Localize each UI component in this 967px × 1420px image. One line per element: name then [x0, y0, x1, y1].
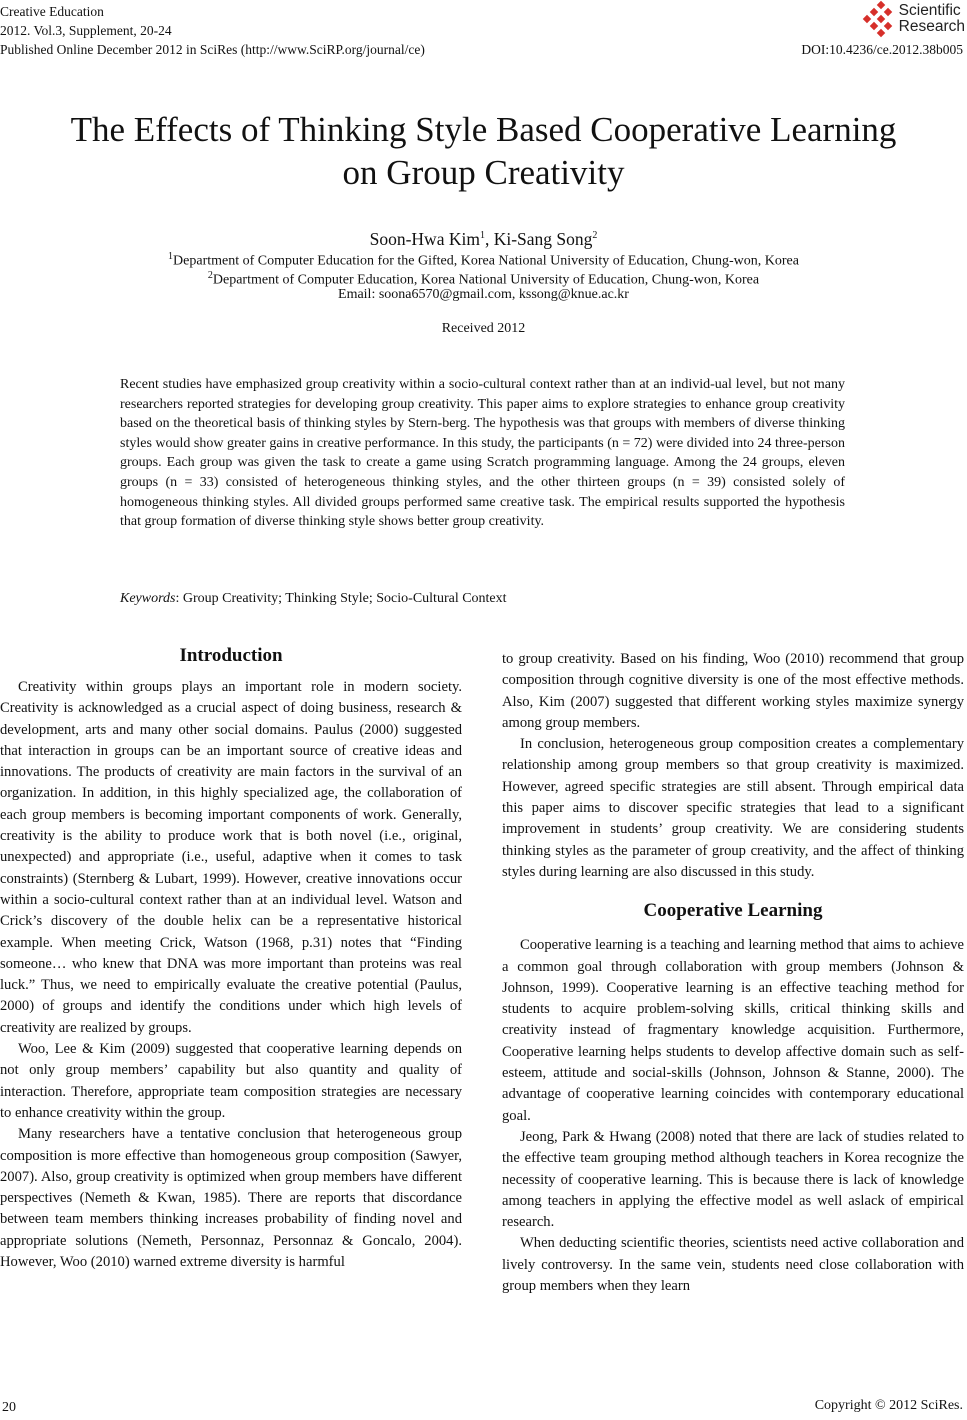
- paragraph: In conclusion, heterogeneous group composition creates a complementary relationship among group members so that group creativity is maximized. However, agreed specific strategies are still absent. Through empirical data this paper aims to discover specific strategies that lead to a significant improvement in students’ group creativity. We are considering students thinking styles as the parameter of group creativity, and the affect of thinking styles during learning are also discussed in this study.: [502, 736, 964, 880]
- paragraph: Woo, Lee & Kim (2009) suggested that cooperative learning depends on not only group members’ capability but also quantity and quality of interaction. Therefore, appropriate team composition strategies are necessary to enhance creativity within the group.: [0, 1041, 462, 1121]
- page-number: 20: [2, 1400, 16, 1415]
- body-column-left: [0, 642, 462, 1273]
- affiliation-mark: 1: [168, 251, 174, 262]
- paragraph: Cooperative learning is a teaching and learning method that aims to achieve a common goal through collaboration with group members (Johnson & Johnson, 1999). Cooperative learning is an effective teaching method for students to acquire problem-solving skills, critical thinking skills and creativity instead of fragmentary knowledge acquisition. Furthermore, Cooperative learning helps students to develop affective domain such as self-esteem, attitude and social-skills (Johnson, Johnson & Stanne, 2000). The advantage of cooperative learning coincides with contemporary educational goal.: [502, 937, 964, 1124]
- paragraph: Creativity within groups plays an important role in modern society. Creativity is acknowledged as a crucial aspect of doing business, research & development, arts and many other social domains. Paulus (2000) suggested that interaction in groups can be an important source of creative ideas and innovations. The products of creativity are main factors in the survival of an organization. In addition, in this highly specialized age, the collaboration of each group members is becoming important components of work. Generally, creativity is the ability to produce work that is both novel (i.e., original, unexpected) and appropriate (i.e., useful, adaptive when it comes to task constraints) (Sternberg & Lubart, 1999). However, creative innovations occur within a socio-cultural context rather than at an individual level. Watson and Crick’s discovery of the double helix can be a representative historical example. When meeting Crick, Watson (1968, p.31) notes that “Finding someone… who knew that DNA was more important than proteins was real luck.” Thus, we need to empirically evaluate the creative potential (Paulus, 2000) of groups and identify the conditions under which high levels of creativity are realized by groups.: [0, 679, 462, 1036]
- author-affiliation-mark: 2: [592, 230, 598, 241]
- paragraph: When deducting scientific theories, scientists need active collaboration and lively controversy. In the same vein, students need close collaboration with group members when they learn: [502, 1235, 964, 1295]
- copyright: Copyright © 2012 SciRes.: [814, 1398, 963, 1413]
- abstract: Recent studies have emphasized group creativity within a socio-cultural context rather than at an individ-ual level, but not many researchers reported strategies for developing group creativity. This paper aims to explore strategies to enhance group creativity based on the theoretical basis of thinking styles by Stern-berg. The hypothesis was that groups with members of diverse thinking styles would show greater gains in creative performance. In this study, the participants (n = 72) were divided into 24 three-person groups. Each group was given the task to create a game using Scratch programming language. Among the 24 groups, eleven groups (n = 33) consisted of heterogeneous thinking styles, and the other thirteen groups (n = 39) consisted solely of homogeneous thinking styles. All divided groups performed same creative task. The empirical results supported the hypothesis that group formation of diverse thinking style shows better group creativity.: [120, 377, 845, 530]
- journal-name: Creative Education: [0, 4, 104, 19]
- author-affiliation-mark: 1: [479, 230, 485, 241]
- author-name: Ki-Sang Song: [493, 228, 593, 249]
- logo-line-2: Research: [898, 18, 965, 35]
- affiliation-text: Department of Computer Education, Korea National University of Education, Chung-won, Korea: [212, 272, 760, 288]
- author-name: Soon-Hwa Kim: [369, 228, 480, 249]
- title-line-2: on Group Creativity: [342, 153, 625, 192]
- journal-volume: 2012. Vol.3, Supplement, 20-24: [0, 23, 172, 38]
- logo-diamond-icon: [860, 0, 898, 38]
- affiliation-mark: 2: [207, 270, 213, 281]
- paragraph: Jeong, Park & Hwang (2008) noted that there are lack of studies related to the effective team grouping method although teachers in Korea recognize the necessity of cooperative learning. This is because there is lack of knowledge among teachers in applying the effective model as well aslack of empirical research.: [502, 1128, 964, 1231]
- keywords-label: Keywords: [120, 591, 176, 606]
- paragraph: Many researchers have a tentative conclusion that heterogeneous group composition is more effective than homogeneous group composition (Sawyer, 2007). Also, group creativity is optimized when group members have different perspectives (Nemeth & Kwan, 1985). There are reports that discordance between team members thinking increases probability of finding novel and appropriate solutions (Nemeth, Personnaz, Personnaz & Goncalo, 2004). However, Woo (2010) warned extreme diversity is harmful: [0, 1126, 462, 1271]
- scientific-research-logo: [860, 0, 965, 38]
- section-heading-introduction: Introduction: [179, 645, 283, 666]
- logo-text: [899, 3, 965, 35]
- paragraph: to group creativity. Based on his finding, Woo (2010) recommend that group composition through cognitive diversity is one of the most effective methods. Also, Kim (2007) suggested that different working styles maximize synergy among group members.: [502, 651, 964, 731]
- body-column-right: [502, 649, 964, 1297]
- keywords-text: : Group Creativity; Thinking Style; Socio-Cultural Context: [175, 591, 507, 606]
- received-date: Received 2012: [441, 321, 526, 336]
- keywords: [120, 591, 845, 607]
- journal-header: [0, 2, 425, 59]
- section-heading-cooperative-learning: Cooperative Learning: [643, 900, 823, 922]
- author-email: Email: soona6570@gmail.com, kssong@knue.ac.kr: [338, 287, 629, 302]
- title-line-1: The Effects of Thinking Style Based Cooperative Learning: [70, 110, 897, 149]
- affiliation-text: Department of Computer Education for the Gifted, Korea National University of Education, Chung-won, Korea: [173, 253, 799, 269]
- logo-line-1: Scientific: [898, 2, 961, 19]
- publication-info: Published Online December 2012 in SciRes (http://www.SciRP.org/journal/ce): [0, 42, 425, 57]
- author-separator: ,: [484, 228, 494, 249]
- doi: DOI:10.4236/ce.2012.38b005: [801, 42, 963, 57]
- paper-title: [0, 108, 967, 194]
